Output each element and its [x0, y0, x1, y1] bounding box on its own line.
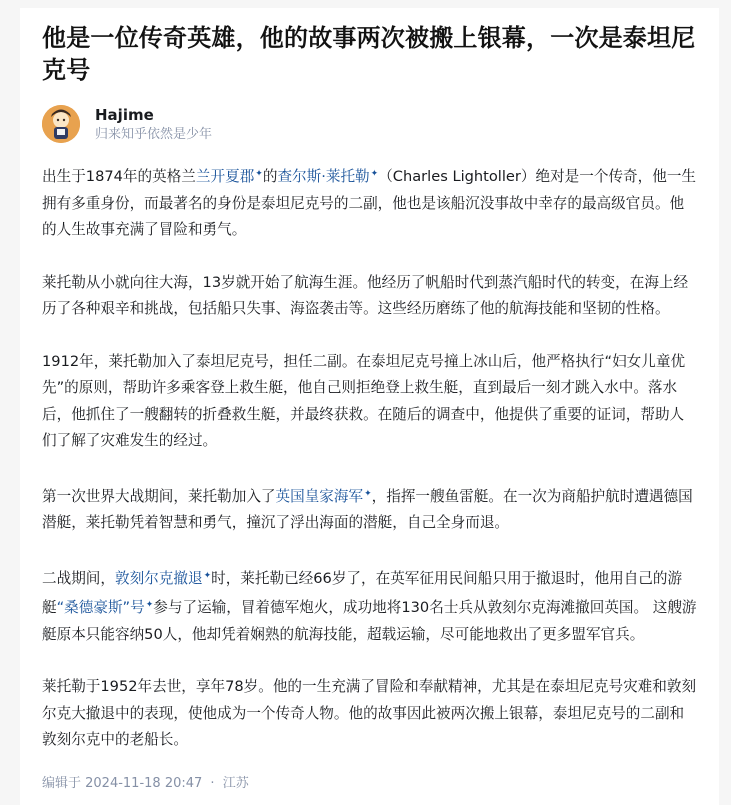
paragraph-text: 莱托勒从小就向往大海，13岁就开始了航海生涯。他经历了帆船时代到蒸汽船时代的转变，在海上经历了各种艰辛和挑战，包括船只失事、海盗袭击等。这些经历磨练了他的航海技能和坚韧的性格。: [42, 273, 689, 317]
author-meta: [95, 105, 212, 144]
author-name[interactable]: Hajime: [95, 105, 154, 124]
paragraph-text: 第一次世界大战期间，莱托勒加入了: [42, 487, 276, 505]
sparkle-icon: ✦: [255, 169, 263, 179]
paragraph-text: 出生于1874年的英格兰: [42, 168, 196, 185]
avatar[interactable]: [42, 105, 80, 143]
article-card: [20, 8, 719, 805]
sparkle-icon: ✦: [370, 169, 379, 179]
article-footer: [42, 774, 697, 794]
sparkle-icon: ✦: [364, 488, 372, 499]
paragraph-text: 时，莱托勒已经66岁了，在英军征用民间船只用于撤退时，他用自己的游艇: [42, 569, 683, 616]
article-title: 他是一位传奇英雄，他的故事两次被搬上银幕，一次是泰坦尼克号: [42, 24, 696, 84]
paragraph: [42, 161, 697, 244]
author-bio: 归来知乎依然是少年: [95, 126, 213, 142]
paragraph-text: 1912年，莱托勒加入了泰坦尼克号，担任二副。在泰坦尼克号撞上冰山后，他严格执行“妇女儿童优先”的原则，帮助许多乘客登上救生艇，他自己则拒绝登上救生艇，直到最后一刻才跳入水中。落水后，他抓住了一艘翻转的折叠救生艇，并最终获救。在随后的调查中，他提供了重要的证词，帮助人们了解了灾难发生的经过。: [42, 352, 686, 449]
avatar-illustration-icon: [42, 105, 80, 143]
paragraph: [42, 270, 697, 323]
paragraph: [42, 349, 697, 455]
inline-link[interactable]: 查尔斯·莱托勒: [277, 168, 370, 185]
paragraph-text: 莱托勒于1952年去世，享年78岁。他的一生充满了冒险和奉献精神，尤其是在泰坦尼克号灾难和敦刻尔克大撤退中的表现，使他成为一个传奇人物。他的故事因此被两次搬上银幕，泰坦尼克号的二副和敦刻尔克中的老船长。: [42, 678, 697, 748]
inline-link[interactable]: “桑德豪斯”号: [56, 599, 145, 616]
paragraph: [42, 481, 697, 537]
paragraph-text: 二战期间，: [42, 569, 115, 587]
edit-time: 编辑于 2024-11-18 20:47: [42, 775, 203, 791]
paragraph-text: ，指挥一艘鱼雷艇。在一次为商船护航时遭遇德国潜艇，莱托勒凭着智慧和勇气，撞沉了浮出海面的潜艇，自己全身而退。: [42, 487, 693, 531]
article-content: [42, 161, 697, 754]
inline-link[interactable]: 兰开夏郡: [195, 168, 255, 185]
sparkle-icon: ✦: [203, 570, 212, 581]
paragraph-text: 参与了运输，冒着德军炮火，成功地将130名士兵从敦刻尔克海滩撤回英国。 这艘游艇原本只能容纳50人，他却凭着娴熟的航海技能，超载运输，尽可能地救出了更多盟军官兵。: [42, 599, 697, 643]
location: 江苏: [222, 775, 249, 791]
paragraph: [42, 674, 697, 754]
paragraph-text: 的: [262, 168, 278, 185]
paragraph: [42, 563, 697, 649]
paragraph-text: （Charles Lightoller）绝对是一个传奇，他一生拥有多重身份，而最著名的身份是泰坦尼克号的二副，他也是该船沉没事故中幸存的最高级官员。他的人生故事充满了冒险和勇气。: [42, 168, 697, 238]
author-info: [42, 103, 697, 145]
inline-link[interactable]: 敦刻尔克撤退: [114, 569, 203, 587]
footer-separator: ·: [210, 775, 215, 791]
inline-link[interactable]: 英国皇家海军: [275, 487, 364, 505]
sparkle-icon: ✦: [145, 600, 154, 610]
